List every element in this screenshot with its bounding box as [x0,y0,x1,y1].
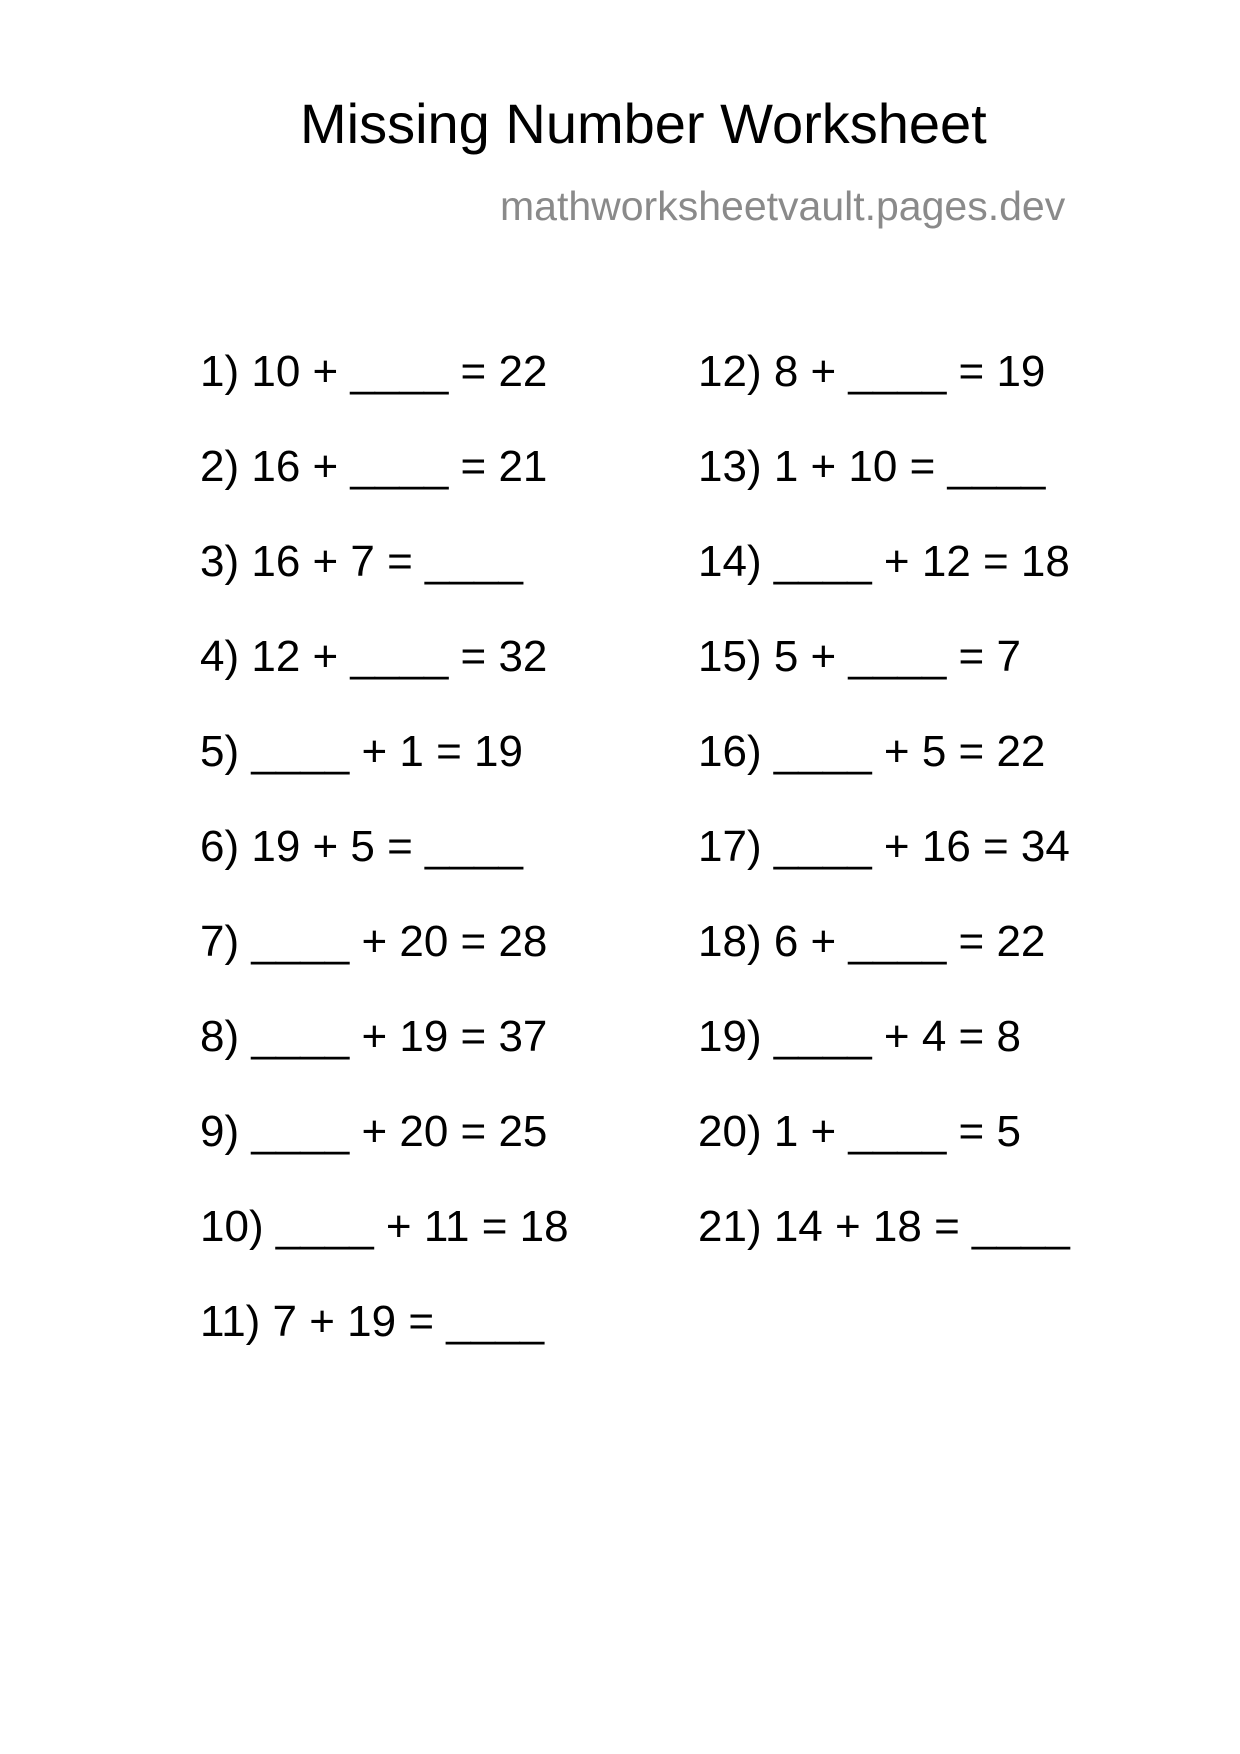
problem-9: 9) ____ + 20 = 25 [200,1107,548,1156]
problem-3: 3) 16 + 7 = ____ [200,537,523,586]
problem-17: 17) ____ + 16 = 34 [698,822,1070,871]
problem-21: 21) 14 + 18 = ____ [698,1202,1070,1251]
problem-15: 15) 5 + ____ = 7 [698,632,1021,681]
problem-5: 5) ____ + 1 = 19 [200,727,523,776]
problem-column-right [698,347,1070,1300]
problem-20: 20) 1 + ____ = 5 [698,1107,1021,1156]
problem-13: 13) 1 + 10 = ____ [698,442,1046,491]
problem-14: 14) ____ + 12 = 18 [698,537,1070,586]
problem-1: 1) 10 + ____ = 22 [200,347,548,396]
problem-8: 8) ____ + 19 = 37 [200,1012,548,1061]
worksheet-source: mathworksheetvault.pages.dev [500,183,1066,229]
problem-2: 2) 16 + ____ = 21 [200,442,548,491]
problem-11: 11) 7 + 19 = ____ [200,1297,545,1346]
problem-7: 7) ____ + 20 = 28 [200,917,548,966]
problem-column-left [200,347,569,1395]
problem-16: 16) ____ + 5 = 22 [698,727,1046,776]
problem-6: 6) 19 + 5 = ____ [200,822,523,871]
problem-18: 18) 6 + ____ = 22 [698,917,1046,966]
problem-19: 19) ____ + 4 = 8 [698,1012,1021,1061]
worksheet-title: Missing Number Worksheet [300,92,987,155]
problem-10: 10) ____ + 11 = 18 [200,1202,569,1251]
problem-4: 4) 12 + ____ = 32 [200,632,548,681]
problem-12: 12) 8 + ____ = 19 [698,347,1046,396]
